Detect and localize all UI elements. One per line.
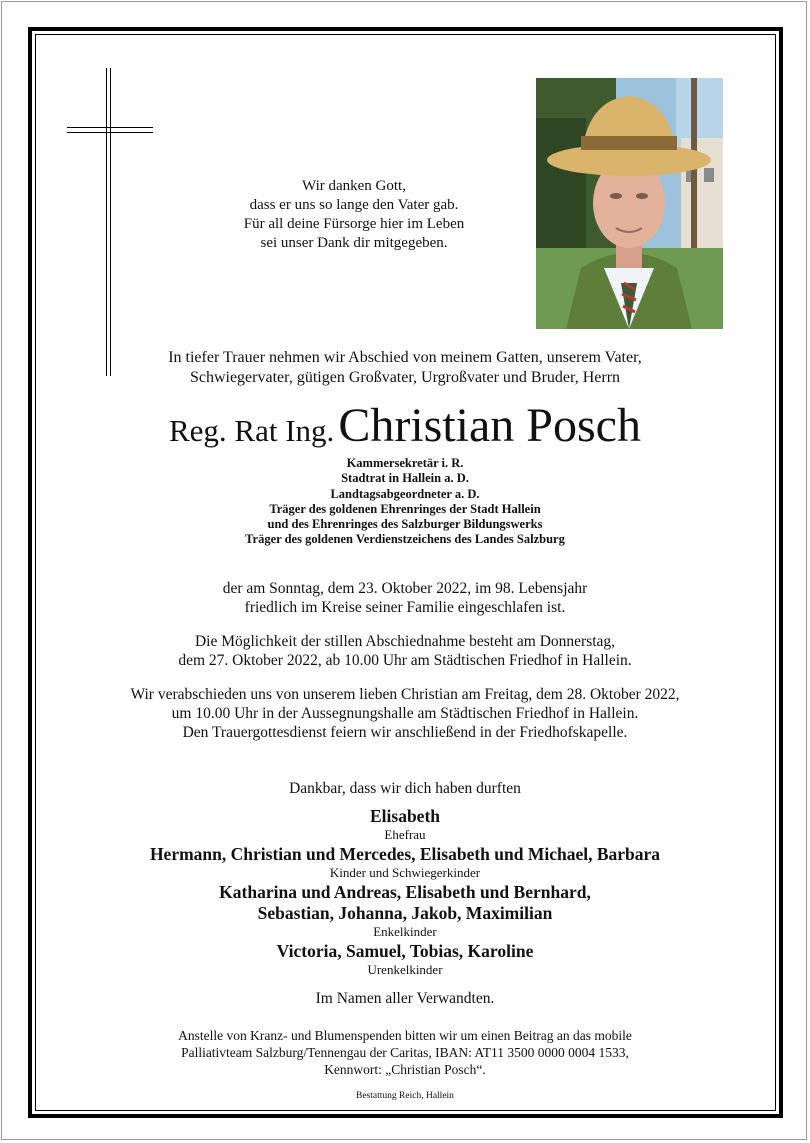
family-relation: Kinder und Schwiegerkinder [329,865,481,880]
verse-line: dass er uns so lange den Vater gab. [249,197,459,213]
viewing-line: dem 27. Oktober 2022, ab 10.00 Uhr am Städtischen Friedhof in Hallein. [178,652,632,669]
relatives-line: Im Namen aller Verwandten. [315,990,495,1007]
honor-line: Träger des goldenen Ehrenringes der Stadt Hallein [269,501,541,516]
family-names: Victoria, Samuel, Tobias, Karoline [276,941,534,961]
memorial-verse [190,177,518,253]
honor-line: und des Ehrenringes des Salzburger Bildungswerks [267,517,543,532]
funeral-line: um 10.00 Uhr in der Aussegnungshalle am Städtischen Friedhof in Hallein. [171,705,639,722]
verse-line: Für all deine Fürsorge hier im Leben [243,216,465,232]
intro-text [40,348,770,388]
funeral-notice [40,685,770,742]
funeral-line: Wir verabschieden uns von unserem lieben Christian am Freitag, dem 28. Oktober 2022, [130,686,680,703]
honor-line: Landtagsabgeordneter a. D. [330,486,480,501]
thanks-line: Dankbar, dass wir dich haben durften [289,780,521,797]
verse-line: Wir danken Gott, [302,178,406,194]
undertaker-credit: Bestattung Reich, Hallein [356,1091,454,1101]
honors-list [40,456,770,548]
death-notice [40,579,770,617]
deceased-name [40,398,770,453]
family-names: Katharina und Andreas, Elisabeth und Bernhard, [219,882,591,902]
death-line: der am Sonntag, dem 23. Oktober 2022, im 98. Lebensjahr [222,580,588,597]
family-relation: Urenkelkinder [367,962,443,977]
honor-line: Träger des goldenen Verdienstzeichens des Landes Salzburg [245,532,565,547]
donation-line: Palliativteam Salzburg/Tennengau der Caritas, IBAN: AT11 3500 0000 0004 1533, [181,1045,629,1060]
death-line: friedlich im Kreise seiner Familie eingeschlafen ist. [244,599,566,616]
portrait-photo [536,78,723,329]
honor-line: Stadtrat in Hallein a. D. [341,471,469,486]
intro-line: In tiefer Trauer nehmen wir Abschied von meinem Gatten, unserem Vater, [168,349,642,366]
family-list [40,806,770,979]
family-names: Elisabeth [369,806,441,826]
cross-icon [67,68,153,376]
donation-line: Anstelle von Kranz- und Blumenspenden bitten wir um einen Beitrag an das mobile [178,1028,632,1043]
intro-line: Schwiegervater, gütigen Großvater, Urgroßvater und Bruder, Herrn [189,369,621,386]
funeral-line: Den Trauergottesdienst feiern wir anschließend in der Friedhofskapelle. [182,724,628,741]
viewing-notice [40,632,770,670]
donation-notice [40,1027,770,1078]
family-relation: Ehefrau [384,827,426,842]
verse-line: sei unser Dank dir mitgegeben. [260,235,448,251]
deceased-full-name: Christian Posch [338,399,641,452]
family-relation: Enkelkinder [373,924,437,939]
donation-line: Kennwort: „Christian Posch“. [324,1062,486,1077]
viewing-line: Die Möglichkeit der stillen Abschiednahme besteht am Donnerstag, [194,633,616,650]
honor-line: Kammersekretär i. R. [346,456,464,470]
deceased-title-prefix: Reg. Rat Ing. [169,413,335,448]
family-names: Sebastian, Johanna, Jakob, Maximilian [257,903,553,923]
family-names: Hermann, Christian und Mercedes, Elisabeth und Michael, Barbara [149,844,661,864]
